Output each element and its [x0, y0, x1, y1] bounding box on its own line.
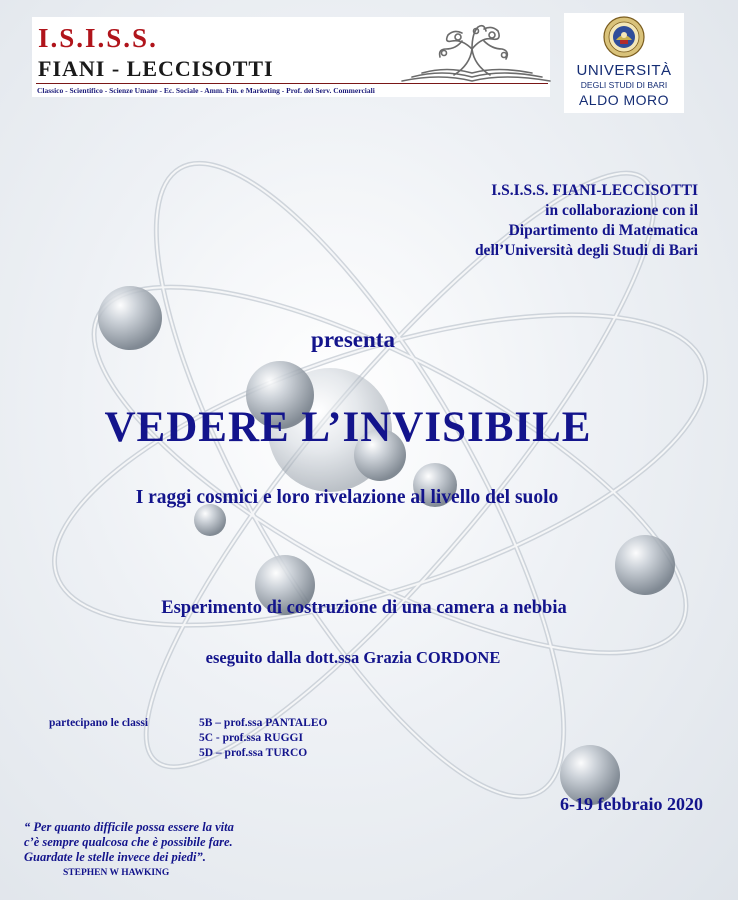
event-subtitle: I raggi cosmici e loro rivelazione al livello del suolo — [135, 487, 559, 508]
school-courses: Classico - Scientifico - Scienze Umane - Ec. Sociale - Amm. Fin. e Marketing - Prof. dei Serv. Commerciali — [37, 86, 375, 95]
collab-line-with: in collaborazione con il — [545, 202, 698, 219]
quote-line: c’è sempre qualcosa che è possibile fare. — [24, 835, 233, 849]
quote-line: Guardate le stelle invece dei piedi”. — [24, 850, 206, 864]
school-logo — [32, 17, 550, 97]
divider — [36, 83, 548, 84]
university-dedication: ALDO MORO — [578, 92, 670, 108]
school-name: I.S.I.S.S. — [38, 23, 158, 53]
university-name: UNIVERSITÀ — [576, 62, 672, 79]
collab-line-department: Dipartimento di Matematica — [508, 222, 698, 239]
university-seal-icon — [603, 16, 645, 58]
class-item: 5D – prof.ssa TURCO — [199, 747, 308, 759]
event-date: 6-19 febbraio 2020 — [560, 794, 703, 814]
collaboration-block — [298, 181, 698, 261]
quote — [24, 820, 234, 865]
university-logo — [564, 13, 684, 113]
tree-book-icon — [392, 19, 552, 83]
experiment-text: Esperimento di costruzione di una camera a nebbia — [161, 598, 567, 618]
school-name-full: FIANI - LECCISOTTI — [38, 56, 274, 81]
class-list — [199, 716, 327, 761]
university-subtitle: DEGLI STUDI DI BARI — [580, 80, 668, 90]
collab-line-university: dell’Università degli Studi di Bari — [474, 242, 698, 259]
class-item: 5B – prof.ssa PANTALEO — [199, 717, 328, 729]
classes-label: partecipano le classi — [49, 717, 149, 729]
quote-line: “ Per quanto difficile possa essere la vita — [24, 820, 234, 834]
class-item: 5C - prof.ssa RUGGI — [199, 732, 303, 744]
presenta-text: presenta — [311, 327, 395, 352]
quote-author: STEPHEN W HAWKING — [63, 868, 170, 878]
collab-line-school: I.S.I.S.S. FIANI-LECCISOTTI — [491, 182, 698, 199]
performer-text: eseguito dalla dott.ssa Grazia CORDONE — [205, 648, 501, 667]
event-title: VEDERE L’INVISIBILE — [104, 404, 592, 451]
